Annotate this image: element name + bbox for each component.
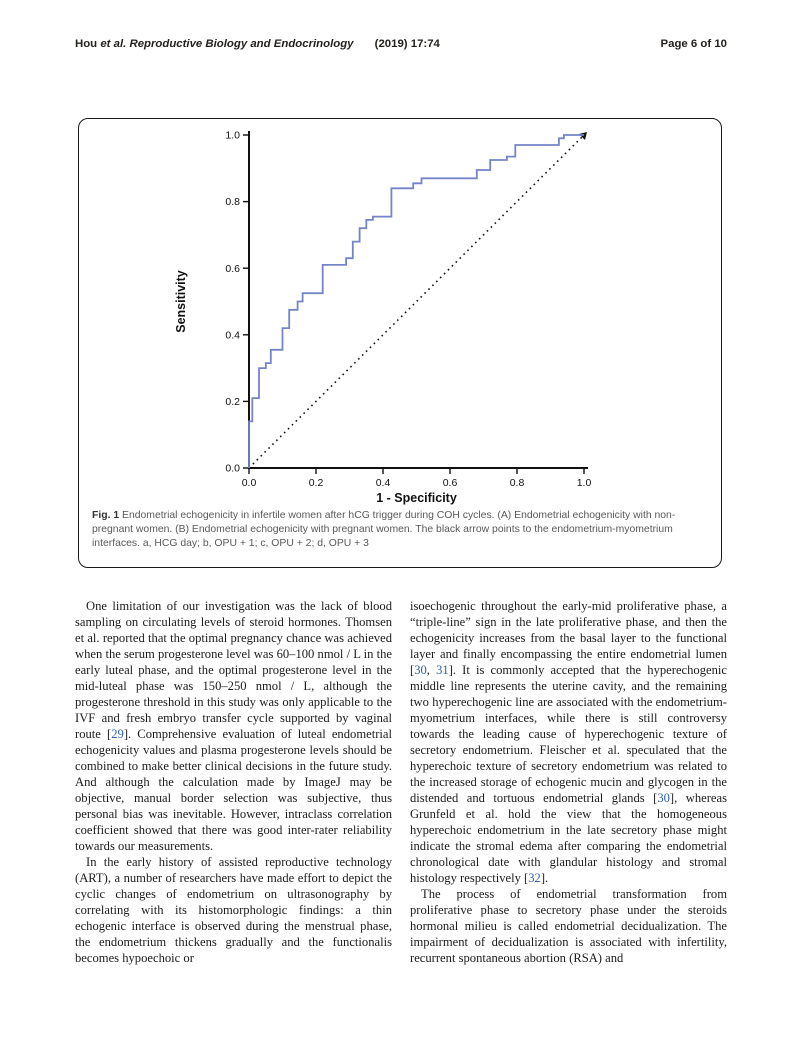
header-author: Hou: [75, 38, 98, 50]
figure-caption: [92, 509, 708, 552]
citation-link[interactable]: 31: [436, 663, 449, 677]
x-tick-label: 1.0: [576, 477, 592, 489]
y-tick-label: 0.6: [225, 262, 240, 275]
x-tick-label: 0.2: [308, 477, 324, 489]
citation-link[interactable]: 32: [528, 871, 541, 885]
citation-link[interactable]: 30: [657, 791, 670, 805]
figure-caption-label: Fig. 1: [92, 510, 120, 521]
y-axis-title: Sensitivity: [174, 270, 188, 333]
y-tick-label: 0.4: [225, 329, 240, 342]
x-tick-label: 0.6: [442, 477, 458, 489]
page-header: [75, 38, 727, 50]
diagonal-arrowhead: [579, 132, 587, 140]
body-paragraph: In the early history of assisted reproductive technology (ART), a number of researchers have made effort to depict the cyclic changes of endometrium on ultrasonography by correlating with its histomorphologic findings: a thin echogenic interface is observed during the menstrual phase, the endometrium thickens gradually and the functionalis becomes hypoechoic or: [75, 855, 392, 965]
x-tick-label: 0.0: [241, 477, 257, 489]
y-tick-label: 0.0: [225, 462, 240, 475]
body-column-left: [75, 598, 392, 966]
body-paragraph: isoechogenic throughout the early-mid proliferative phase, a “triple-line” sign in the late proliferative phase, and then the echogenicity increases from the basal layer to the functional layer and finally encompassing the entire endometrial lumen [30, 31]. It is commonly accepted that the hyperechogenic middle line represents the uterine cavity, and the remaining two hyperechogenic line are associated with the endometrium-myometrium interfaces, while there is still controversy towards the leading cause of hyperechogenic texture of secretory endometrium. Fleischer et al. speculated that the hyperechoic texture of secretory endometrium was related to the increased storage of echogenic mucin and glycogen in the distended and tortuous endometrial glands [30], whereas Grunfeld et al. hold the view that the homogeneous hyperechoic endometrium in the late secretory phase might indicate the stromal edema after comparing the endometrial chronological date with glandular histology and stromal histology respectively [32].: [410, 599, 728, 885]
roc-curve-svg: [159, 119, 629, 519]
y-tick-label: 1.0: [225, 129, 240, 142]
header-page-number: Page 6 of 10: [660, 38, 727, 50]
body-paragraph: One limitation of our investigation was the lack of blood sampling on circulating levels of steroid hormones. Thomsen et al. reported that the optimal pregnancy chance was achieved when the serum progesterone level was 60–100 nmol / L in the early luteal phase, and the optimal progesterone level in the mid-luteal phase was 150–250 nmol / L, although the progesterone threshold in this study was only applicable to the IVF and fresh embryo transfer cycle supported by vaginal route [29]. Comprehensive evaluation of luteal endometrial echogenicity values and plasma progesterone levels should be combined to make better clinical decisions in the future study. And although the calculation made by ImageJ may be objective, manual border selection was subjective, thus personal bias was inevitable. However, intraclass correlation coefficient showed that there was good inter-rater reliability towards our measurements.: [75, 599, 392, 853]
x-axis-title: 1 - Specificity: [376, 491, 457, 505]
body-paragraph: The process of endometrial transformation from proliferative phase to secretory phase under the steroids hormonal milieu is called endometrial decidualization. The impairment of decidualization is associated with infertility, recurrent spontaneous abortion (RSA) and: [410, 887, 727, 965]
citation-link[interactable]: 29: [111, 727, 124, 741]
y-tick-label: 0.8: [225, 196, 240, 209]
header-citation: (2019) 17:74: [374, 38, 440, 50]
figure-1-box: [78, 118, 722, 568]
x-tick-label: 0.4: [375, 477, 391, 489]
citation-link[interactable]: 30: [414, 663, 427, 677]
header-journal-title: Reproductive Biology and Endocrinology: [129, 38, 354, 50]
roc-chart: [159, 119, 629, 519]
header-etal: et al.: [100, 38, 127, 50]
x-tick-label: 0.8: [509, 477, 525, 489]
figure-caption-text: Endometrial echogenicity in infertile women after hCG trigger during COH cycles. (A) Endometrial echogenicity with non-pregnant women. (B) Endometrial echogenicity with pregnant women. The black arrow points to the endometrium-myometrium interfaces. a, HCG day; b, OPU + 1; c, OPU + 2; d, OPU + 3: [92, 510, 676, 550]
y-tick-label: 0.2: [225, 396, 240, 408]
header-journal-citation: [75, 38, 440, 50]
body-column-right: [410, 598, 727, 966]
